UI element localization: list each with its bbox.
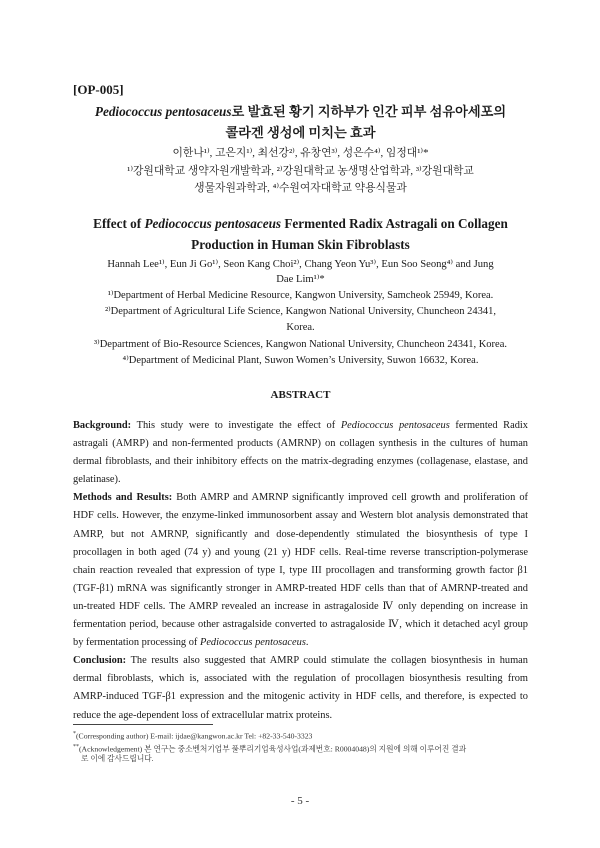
english-title-line1 <box>73 214 528 234</box>
footnote-corr-text: (Corresponding author) E-mail: ijdae@kangwon.ac.kr Tel: +82-33-540-3323 <box>76 731 313 741</box>
methods-label: Methods and Results: <box>73 492 173 504</box>
methods-species: Pediococcus pentosaceus <box>199 637 306 649</box>
korean-title-species: Pediococcus pentosaceus <box>94 104 232 119</box>
footnote-corr-mark: * <box>73 731 76 737</box>
korean-affiliation-line2: 생물자원과학과, ⁴⁾수원여자대학교 약용식물과 <box>194 182 407 194</box>
methods-text-b: . <box>305 637 309 649</box>
english-title-line2: Production in Human Skin Fibroblasts <box>191 237 410 252</box>
affiliation-3: ³⁾Department of Bio-Resource Sciences, Kangwon National University, Chuncheon 24341, Korea. <box>94 339 507 350</box>
background-text-a: This study were to investigate the effect of <box>131 420 341 431</box>
conclusion-label: Conclusion: <box>73 655 127 667</box>
affiliation-2-line2: Korea. <box>286 322 315 333</box>
affiliation-1: ¹⁾Department of Herbal Medicine Resource, Kangwon University, Samcheok 25949, Korea. <box>107 290 494 301</box>
abstract-body <box>73 417 528 725</box>
english-title-species: Pediococcus pentosaceus <box>144 216 282 231</box>
english-authors-line2: Dae Lim¹⁾* <box>276 274 325 285</box>
korean-title-line1 <box>73 101 528 122</box>
english-title-post: Fermented Radix Astragali on Collagen <box>281 216 508 231</box>
korean-affiliation-line1: ¹⁾강원대학교 생약자원개발학과, ²⁾강원대학교 농생명산업학과, ³⁾강원대학교 <box>127 165 474 177</box>
methods-text-a: Both AMRP and AMRNP significantly improved cell growth and proliferation of HDF cells. However, the enzyme-linked immunosorbent assay and Western blot analysis demonstrated that AMRP, but not AMRNP, significantly and dose-dependently stimulated the biosynthesis of type I procollagen in both aged (74 y) and young (21 y) HDF cells. Real-time reverse transcription-polymerase chain reaction revealed that expression of type I, type III procollagen and transforming growth factor β1 (TGF-β1) mRNA was significantly stronger in AMRP-treated HDF cells than that of AMRNP-treated and un-treated HDF cells. The AMRP revealed an increase in astragaloside Ⅳ only depending on increase in fermentation period, because other astragalside converted to astragaloside Ⅳ, which it detached acyl group by fermentation processing of <box>73 492 528 649</box>
korean-title-rest: 로 발효된 황기 지하부가 인간 피부 섬유아세포의 <box>231 104 507 119</box>
footnote-acknowledgement-line2: 로 이에 감사드립니다. <box>81 754 154 763</box>
korean-title-line2: 콜라겐 생성에 미치는 효과 <box>225 125 376 140</box>
background-label: Background: <box>73 420 132 431</box>
footnote-ack-mark: ** <box>73 744 79 750</box>
background-text-b: fermented Radix astragali (AMRP) and non-fermented products (AMRNP) on collagen synthesis in the cultures of human dermal fibroblasts, and their inhibitory effects on the matrix-degrading enzymes (collagenase, elastase, and gelatinase). <box>73 420 528 486</box>
abstract-id: [OP-005] <box>73 82 124 97</box>
english-title-pre: Effect of <box>93 216 145 231</box>
affiliation-4: ⁴⁾Department of Medicinal Plant, Suwon Women’s University, Suwon 16632, Korea. <box>122 355 479 366</box>
footnote-ack-text-line1: (Acknowledgement) 본 연구는 중소벤처기업부 풀뿌리기업육성사업(과제번호: R0004048)의 지원에 의해 이루어진 결과 <box>79 744 467 754</box>
page-number: - 5 - <box>290 795 310 807</box>
conclusion-text: The results also suggested that AMRP could stimulate the collagen biosynthesis in human dermal fibroblasts, which is, associated with the regulation of procollagen biosynthesis resulting from AMRP-induced TGF-β1 expression and the mitogenic activity in HDF cells, and therefore, is expected to reduce the age-dependent loss of extracellular matrix proteins. <box>73 655 528 721</box>
footnote-divider <box>73 724 213 725</box>
english-authors-line1: Hannah Lee¹⁾, Eun Ji Go¹⁾, Seon Kang Choi²⁾, Chang Yeon Yu³⁾, Eun Soo Seong⁴⁾ and Jung <box>107 259 494 270</box>
background-species: Pediococcus pentosaceus <box>340 420 450 431</box>
korean-authors: 이한나¹⁾, 고은지¹⁾, 최선강²⁾, 유창연³⁾, 성은수⁴⁾, 임정대¹⁾* <box>172 147 429 159</box>
affiliation-2-line1: ²⁾Department of Agricultural Life Science, Kangwon National University, Chuncheon 24341, <box>104 306 497 317</box>
abstract-heading: ABSTRACT <box>270 389 331 401</box>
